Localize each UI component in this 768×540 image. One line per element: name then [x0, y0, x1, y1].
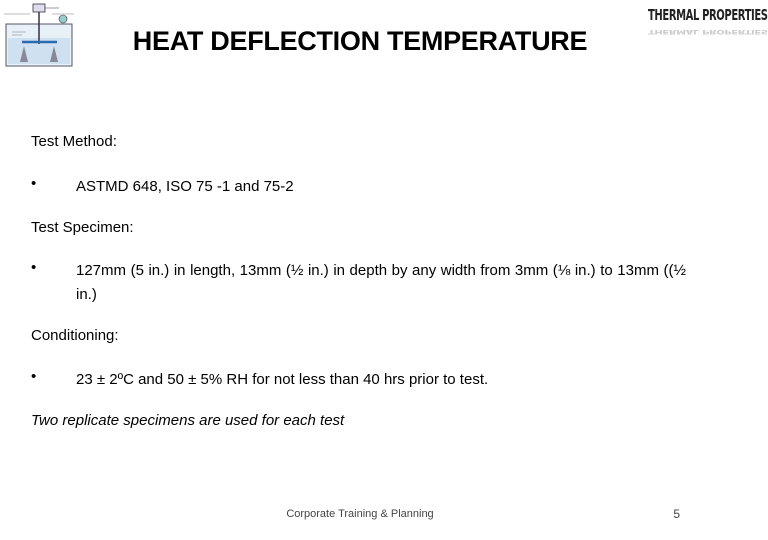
bullet-marker: •	[31, 175, 37, 192]
logo-text: THERMAL PROPERTIES	[648, 8, 768, 25]
section-heading-conditioning: Conditioning:	[31, 327, 119, 344]
bullet-text: 127mm (5 in.) in length, 13mm (½ in.) in depth by any width from 3mm (⅛ in.) to 13mm ((½ in.)	[76, 262, 686, 303]
bullet-text: ASTMD 648, ISO 75 -1 and 75-2	[76, 178, 294, 195]
logo-reflection: THERMAL PROPERTIES	[648, 28, 768, 35]
section-heading-test-method: Test Method:	[31, 133, 117, 150]
apparatus-diagram	[2, 2, 78, 68]
bullet-marker: •	[31, 259, 37, 276]
footer-text: Corporate Training & Planning	[286, 508, 434, 520]
page-title: HEAT DEFLECTION TEMPERATURE	[132, 26, 588, 56]
replicate-note: Two replicate specimens are used for each test	[31, 412, 345, 429]
page-number: 5	[673, 507, 680, 521]
bullet-marker: •	[31, 368, 37, 385]
section-heading-test-specimen: Test Specimen:	[31, 219, 134, 236]
bullet-text: 23 ± 2ºC and 50 ± 5% RH for not less than 40 hrs prior to test.	[76, 371, 489, 388]
thermal-properties-logo	[648, 8, 768, 42]
